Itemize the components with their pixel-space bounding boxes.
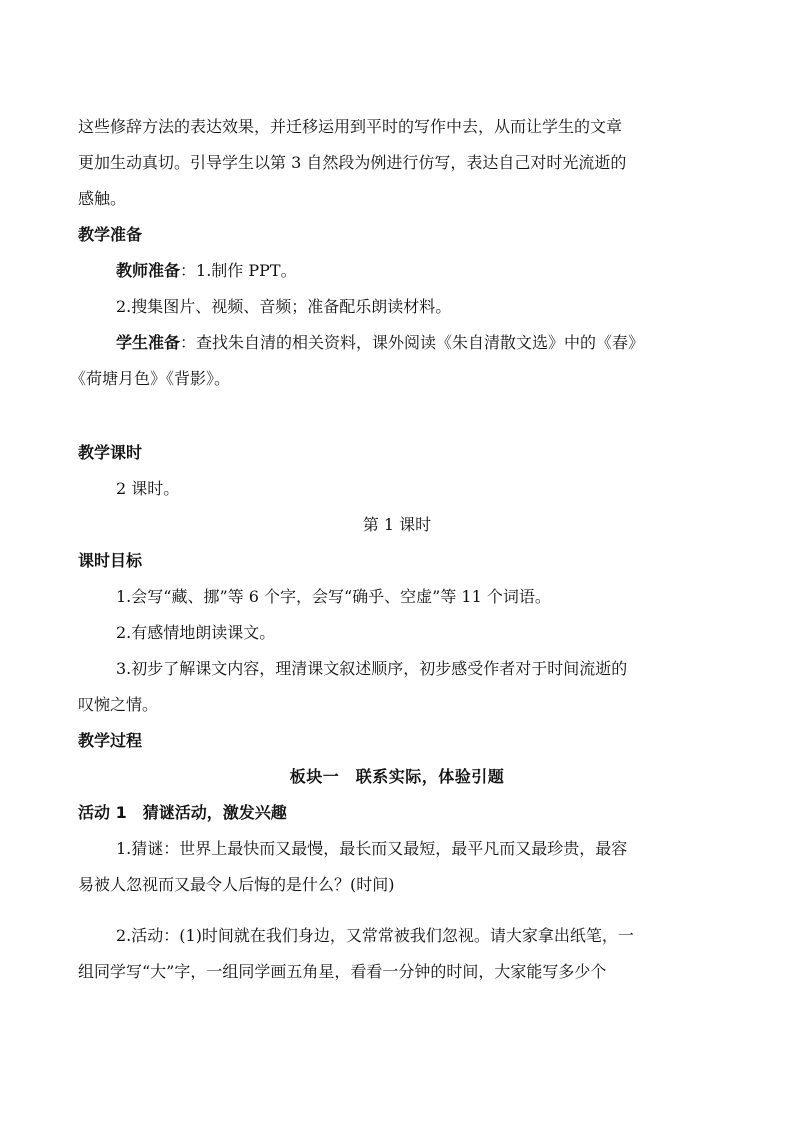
intro-line-1: 这些修辞方法的表达效果，并迁移运用到平时的写作中去，从而让学生的文章 (78, 117, 623, 136)
goal-1: 1.会写“藏、挪”等 6 个字，会写“确乎、空虚”等 11 个词语。 (116, 587, 551, 606)
prep-item-2: 2.搜集图片、视频、音频；准备配乐朗读材料。 (116, 297, 452, 316)
teacher-prep (116, 261, 297, 281)
student-prep-line-2: 《荷塘月色》《背影》。 (70, 369, 231, 388)
student-prep-text: ：查找朱自清的相关资料，课外阅读《朱自清散文选》中的《春》 (180, 333, 645, 352)
process-heading: 教学过程 (78, 731, 143, 750)
goal-3-line-2: 叹惋之情。 (78, 695, 159, 714)
student-prep (116, 333, 644, 353)
hours-heading: 教学课时 (78, 443, 143, 462)
activity-2-line-2: 组同学写“大”字，一组同学画五角星，看看一分钟的时间，大家能写多少个 (78, 962, 607, 981)
riddle-line-1: 1.猜谜：世界上最快而又最慢，最长而又最短，最平凡而又最珍贵，最容 (116, 839, 628, 858)
teacher-prep-label: 教师准备 (116, 261, 181, 280)
block-1-title: 板块一 联系实际，体验引题 (289, 767, 505, 786)
goals-heading: 课时目标 (78, 551, 143, 570)
student-prep-label: 学生准备 (116, 333, 181, 352)
lesson-1-title: 第 1 课时 (362, 515, 432, 534)
teacher-prep-text: ：1.制作 PPT。 (180, 261, 297, 280)
activity-1-title: 活动 1 猜谜活动，激发兴趣 (78, 803, 287, 822)
goal-3-line-1: 3.初步了解课文内容，理清课文叙述顺序，初步感受作者对于时间流逝的 (116, 659, 628, 678)
hours-text: 2 课时。 (116, 479, 180, 498)
prep-heading: 教学准备 (78, 225, 143, 244)
goal-2: 2.有感情地朗读课文。 (116, 623, 276, 642)
intro-line-2: 更加生动真切。引导学生以第 3 自然段为例进行仿写，表达自己对时光流逝的 (78, 153, 627, 172)
riddle-line-2: 易被人忽视而又最令人后悔的是什么？(时间) (78, 875, 395, 894)
intro-line-3: 感触。 (78, 189, 127, 208)
activity-2-line-1: 2.活动：(1)时间就在我们身边，又常常被我们忽视。请大家拿出纸笔，一 (116, 926, 634, 945)
